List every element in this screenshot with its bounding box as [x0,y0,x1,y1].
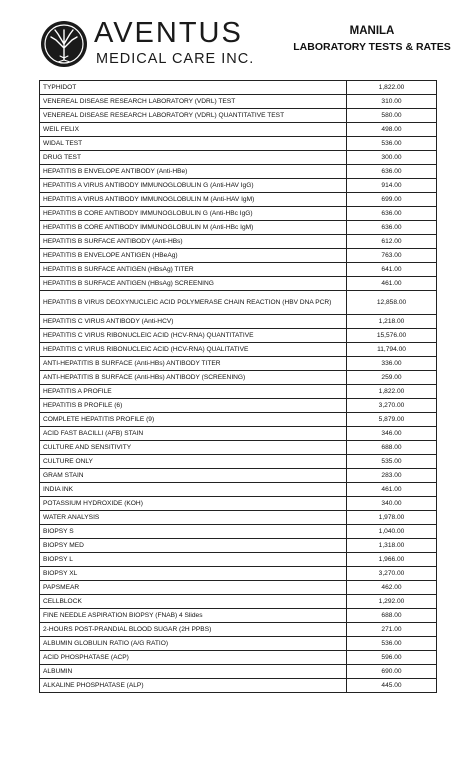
table-row [40,609,437,623]
test-price-cell: 498.00 [347,123,437,137]
rates-table-body [40,81,437,693]
table-row [40,441,437,455]
test-price-cell: 1,218.00 [347,315,437,329]
test-name-cell: HEPATITIS B ENVELOPE ANTIBODY (Anti-HBe) [40,165,347,179]
tree-logo-icon [40,20,88,68]
test-name-cell: BIOPSY L [40,553,347,567]
brand-name: AVENTUS [94,17,243,49]
table-row [40,623,437,637]
document-title: LABORATORY TESTS & RATES [293,41,451,53]
rates-table [39,80,437,693]
test-price-cell: 283.00 [347,469,437,483]
test-name-cell: BIOPSY S [40,525,347,539]
test-price-cell: 690.00 [347,665,437,679]
test-price-cell: 3,270.00 [347,567,437,581]
test-name-cell: PAPSMEAR [40,581,347,595]
test-name-cell: HEPATITIS B VIRUS DEOXYNUCLEIC ACID POLYMERASE CHAIN REACTION (HBV DNA PCR) [40,291,347,315]
table-row [40,581,437,595]
table-row [40,151,437,165]
test-name-cell: HEPATITIS B ENVELOPE ANTIGEN (HBeAg) [40,249,347,263]
table-row [40,221,437,235]
test-price-cell: 699.00 [347,193,437,207]
table-row [40,679,437,693]
test-name-cell: HEPATITIS B CORE ANTIBODY IMMUNOGLOBULIN G (Anti-HBc IgG) [40,207,347,221]
table-row [40,385,437,399]
table-row [40,427,437,441]
test-price-cell: 1,292.00 [347,595,437,609]
test-name-cell: WEIL FELIX [40,123,347,137]
test-name-cell: HEPATITIS C VIRUS ANTIBODY (Anti-HCV) [40,315,347,329]
table-row [40,109,437,123]
test-name-cell: WIDAL TEST [40,137,347,151]
test-price-cell: 271.00 [347,623,437,637]
test-price-cell: 461.00 [347,277,437,291]
test-name-cell: ALBUMIN [40,665,347,679]
test-price-cell: 3,270.00 [347,399,437,413]
table-row [40,81,437,95]
test-price-cell: 535.00 [347,455,437,469]
test-name-cell: POTASSIUM HYDROXIDE (KOH) [40,497,347,511]
test-price-cell: 612.00 [347,235,437,249]
table-row [40,399,437,413]
test-name-cell: ALBUMIN GLOBULIN RATIO (A/G RATIO) [40,637,347,651]
test-name-cell: GRAM STAIN [40,469,347,483]
test-price-cell: 1,822.00 [347,385,437,399]
test-name-cell: HEPATITIS A VIRUS ANTIBODY IMMUNOGLOBULIN M (Anti-HAV IgM) [40,193,347,207]
test-price-cell: 462.00 [347,581,437,595]
table-row [40,179,437,193]
table-row [40,207,437,221]
test-price-cell: 536.00 [347,137,437,151]
table-row [40,455,437,469]
test-name-cell: HEPATITIS B PROFILE (6) [40,399,347,413]
test-price-cell: 636.00 [347,165,437,179]
table-row [40,249,437,263]
table-row [40,511,437,525]
test-name-cell: CULTURE AND SENSITIVITY [40,441,347,455]
table-row [40,469,437,483]
test-price-cell: 300.00 [347,151,437,165]
header [0,0,474,80]
table-row [40,553,437,567]
table-row [40,291,437,315]
brand-subtitle: MEDICAL CARE INC. [96,51,255,67]
test-name-cell: HEPATITIS B SURFACE ANTIBODY (Anti-HBs) [40,235,347,249]
test-price-cell: 688.00 [347,609,437,623]
test-price-cell: 1,822.00 [347,81,437,95]
test-name-cell: HEPATITIS C VIRUS RIBONUCLEIC ACID (HCV-RNA) QUALITATIVE [40,343,347,357]
test-name-cell: VENEREAL DISEASE RESEARCH LABORATORY (VDRL) TEST [40,95,347,109]
test-name-cell: TYPHIDOT [40,81,347,95]
test-price-cell: 310.00 [347,95,437,109]
table-row [40,277,437,291]
test-name-cell: FINE NEEDLE ASPIRATION BIOPSY (FNAB) 4 Slides [40,609,347,623]
test-name-cell: HEPATITIS B SURFACE ANTIGEN (HBsAg) SCREENING [40,277,347,291]
test-name-cell: HEPATITIS B CORE ANTIBODY IMMUNOGLOBULIN M (Anti-HBc IgM) [40,221,347,235]
test-price-cell: 11,794.00 [347,343,437,357]
test-name-cell: CULTURE ONLY [40,455,347,469]
test-price-cell: 15,576.00 [347,329,437,343]
test-price-cell: 1,040.00 [347,525,437,539]
table-row [40,637,437,651]
test-name-cell: HEPATITIS C VIRUS RIBONUCLEIC ACID (HCV-RNA) QUANTITATIVE [40,329,347,343]
test-price-cell: 1,318.00 [347,539,437,553]
test-price-cell: 336.00 [347,357,437,371]
test-price-cell: 346.00 [347,427,437,441]
test-price-cell: 580.00 [347,109,437,123]
test-name-cell: HEPATITIS A PROFILE [40,385,347,399]
test-price-cell: 1,966.00 [347,553,437,567]
table-row [40,539,437,553]
test-name-cell: COMPLETE HEPATITIS PROFILE (9) [40,413,347,427]
test-name-cell: ACID PHOSPHATASE (ACP) [40,651,347,665]
table-row [40,525,437,539]
table-row [40,665,437,679]
test-price-cell: 5,879.00 [347,413,437,427]
test-name-cell: BIOPSY MED [40,539,347,553]
table-row [40,567,437,581]
table-row [40,343,437,357]
test-name-cell: ALKALINE PHOSPHATASE (ALP) [40,679,347,693]
test-name-cell: CELLBLOCK [40,595,347,609]
table-row [40,235,437,249]
test-name-cell: ACID FAST BACILLI (AFB) STAIN [40,427,347,441]
test-price-cell: 1,978.00 [347,511,437,525]
test-price-cell: 641.00 [347,263,437,277]
test-price-cell: 636.00 [347,221,437,235]
test-price-cell: 636.00 [347,207,437,221]
test-price-cell: 914.00 [347,179,437,193]
test-name-cell: HEPATITIS A VIRUS ANTIBODY IMMUNOGLOBULIN G (Anti-HAV IgG) [40,179,347,193]
table-row [40,497,437,511]
table-row [40,193,437,207]
test-name-cell: WATER ANALYSIS [40,511,347,525]
test-name-cell: HEPATITIS B SURFACE ANTIGEN (HBsAg) TITER [40,263,347,277]
table-row [40,595,437,609]
test-name-cell: 2-HOURS POST-PRANDIAL BLOOD SUGAR (2H PPBS) [40,623,347,637]
table-row [40,315,437,329]
test-price-cell: 340.00 [347,497,437,511]
test-name-cell: BIOPSY XL [40,567,347,581]
test-name-cell: VENEREAL DISEASE RESEARCH LABORATORY (VDRL) QUANTITATIVE TEST [40,109,347,123]
test-price-cell: 445.00 [347,679,437,693]
test-price-cell: 688.00 [347,441,437,455]
table-row [40,371,437,385]
test-name-cell: DRUG TEST [40,151,347,165]
table-row [40,95,437,109]
table-row [40,123,437,137]
test-name-cell: ANTI-HEPATITIS B SURFACE (Anti-HBs) ANTIBODY (SCREENING) [40,371,347,385]
table-row [40,413,437,427]
table-row [40,483,437,497]
table-row [40,137,437,151]
test-price-cell: 461.00 [347,483,437,497]
table-row [40,329,437,343]
table-row [40,357,437,371]
test-price-cell: 259.00 [347,371,437,385]
test-price-cell: 763.00 [347,249,437,263]
test-price-cell: 596.00 [347,651,437,665]
test-name-cell: INDIA INK [40,483,347,497]
test-price-cell: 536.00 [347,637,437,651]
table-row [40,263,437,277]
table-row [40,651,437,665]
test-name-cell: ANTI-HEPATITIS B SURFACE (Anti-HBs) ANTIBODY TITER [40,357,347,371]
test-price-cell: 12,858.00 [347,291,437,315]
table-row [40,165,437,179]
location-label: MANILA [349,25,395,37]
